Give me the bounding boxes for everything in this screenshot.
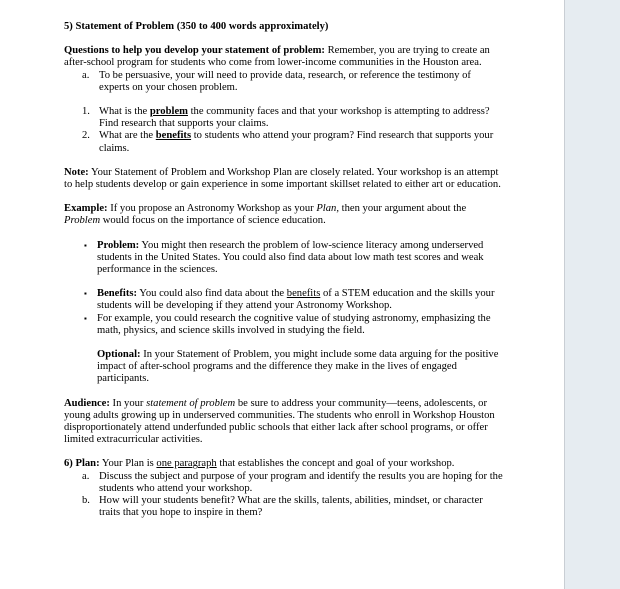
list-item-1	[82, 106, 504, 130]
list-item-text: How will your students benefit? What are the skills, talents, abilities, mindset, or character traits that you hope to inspire in them?	[99, 495, 483, 519]
audience-paragraph: Audience: In your statement of problem be sure to address your community—teens, adolescents, or young adults growing up in underserved communities. The students who enroll in Workshop Houston disproportionately attend underfunded public schools that either lack after school programs, or offer limited extracurricular activities.	[64, 397, 495, 446]
list-marker: 2.	[82, 130, 90, 142]
list-item-text: What are the benefits to students who attend your program? Find research that supports your claims.	[99, 130, 494, 154]
questions-label: Questions to help you develop your statement of problem:	[64, 45, 325, 57]
list-item-text: To be persuasive, your will need to provide data, research, or reference the testimony of experts on your chosen problem.	[99, 69, 471, 93]
benefits-emphasis: benefits	[155, 130, 192, 142]
audience-label: Audience:	[64, 397, 110, 409]
plan-label: 6) Plan:	[64, 458, 100, 470]
list-item-text: Discuss the subject and purpose of your program and identify the results you are hoping for the students who attend your workshop.	[99, 470, 503, 494]
bullet-benefits	[84, 288, 504, 312]
list-marker: b.	[82, 495, 90, 507]
list-item-text: What is the problem the community faces and that your workshop is attempting to address? Find research that supports your claims.	[99, 106, 490, 130]
bullet-text: Benefits: You could also find data about the benefits of a STEM education and the skills your students will be developing if they attend your Astronomy Workshop.	[97, 288, 495, 312]
example-paragraph: Example: If you propose an Astronomy Workshop as your Plan, then your argument about the Problem would focus on the importance of science education.	[64, 203, 467, 227]
questions-paragraph	[64, 45, 504, 69]
side-panel	[565, 0, 620, 589]
list-marker: 1.	[82, 106, 90, 118]
optional-paragraph: Optional: In your Statement of Problem, you might include some data arguing for the positive impact of after-school programs and the difference they make in the lives of engaged participants.	[97, 349, 499, 385]
bullet-example	[84, 313, 504, 337]
bullet-text: Problem: You might then research the problem of low-science literacy among underserved students in the United States. You could also find data about low math test scores and weak performance in the sciences.	[97, 239, 484, 276]
section-heading: 5) Statement of Problem (350 to 400 words approximately)	[64, 21, 329, 32]
plan-item-a	[82, 471, 504, 495]
list-marker: a.	[82, 69, 90, 81]
bullet-icon: ▪	[84, 240, 87, 250]
questions-text: Remember, you are trying to create an after-school program for students who come from lower-income communities in the Houston area.	[64, 45, 490, 69]
problem-emphasis: problem	[149, 106, 188, 118]
list-marker: a.	[82, 470, 90, 482]
note-paragraph: Note: Your Statement of Problem and Workshop Plan are closely related. Your workshop is an attempt to help students develop or gain experience in some important skillset related to either art or education.	[64, 166, 501, 191]
bullet-problem	[84, 240, 504, 277]
plan-paragraph: 6) Plan: Your Plan is one paragraph that establishes the concept and goal of your workshop.	[64, 458, 455, 470]
bullet-icon: ▪	[84, 289, 87, 299]
optional-label: Optional:	[97, 349, 141, 361]
list-item-a	[82, 70, 504, 94]
bullet-text: For example, you could research the cognitive value of studying astronomy, emphasizing the math, physics, and science skills involved in studying the field.	[97, 312, 491, 336]
example-label: Example:	[64, 203, 108, 215]
document-content	[64, 21, 504, 520]
bullet-icon: ▪	[84, 313, 87, 323]
note-label: Note:	[64, 166, 89, 178]
plan-item-b	[82, 495, 504, 519]
list-item-2	[82, 130, 504, 154]
